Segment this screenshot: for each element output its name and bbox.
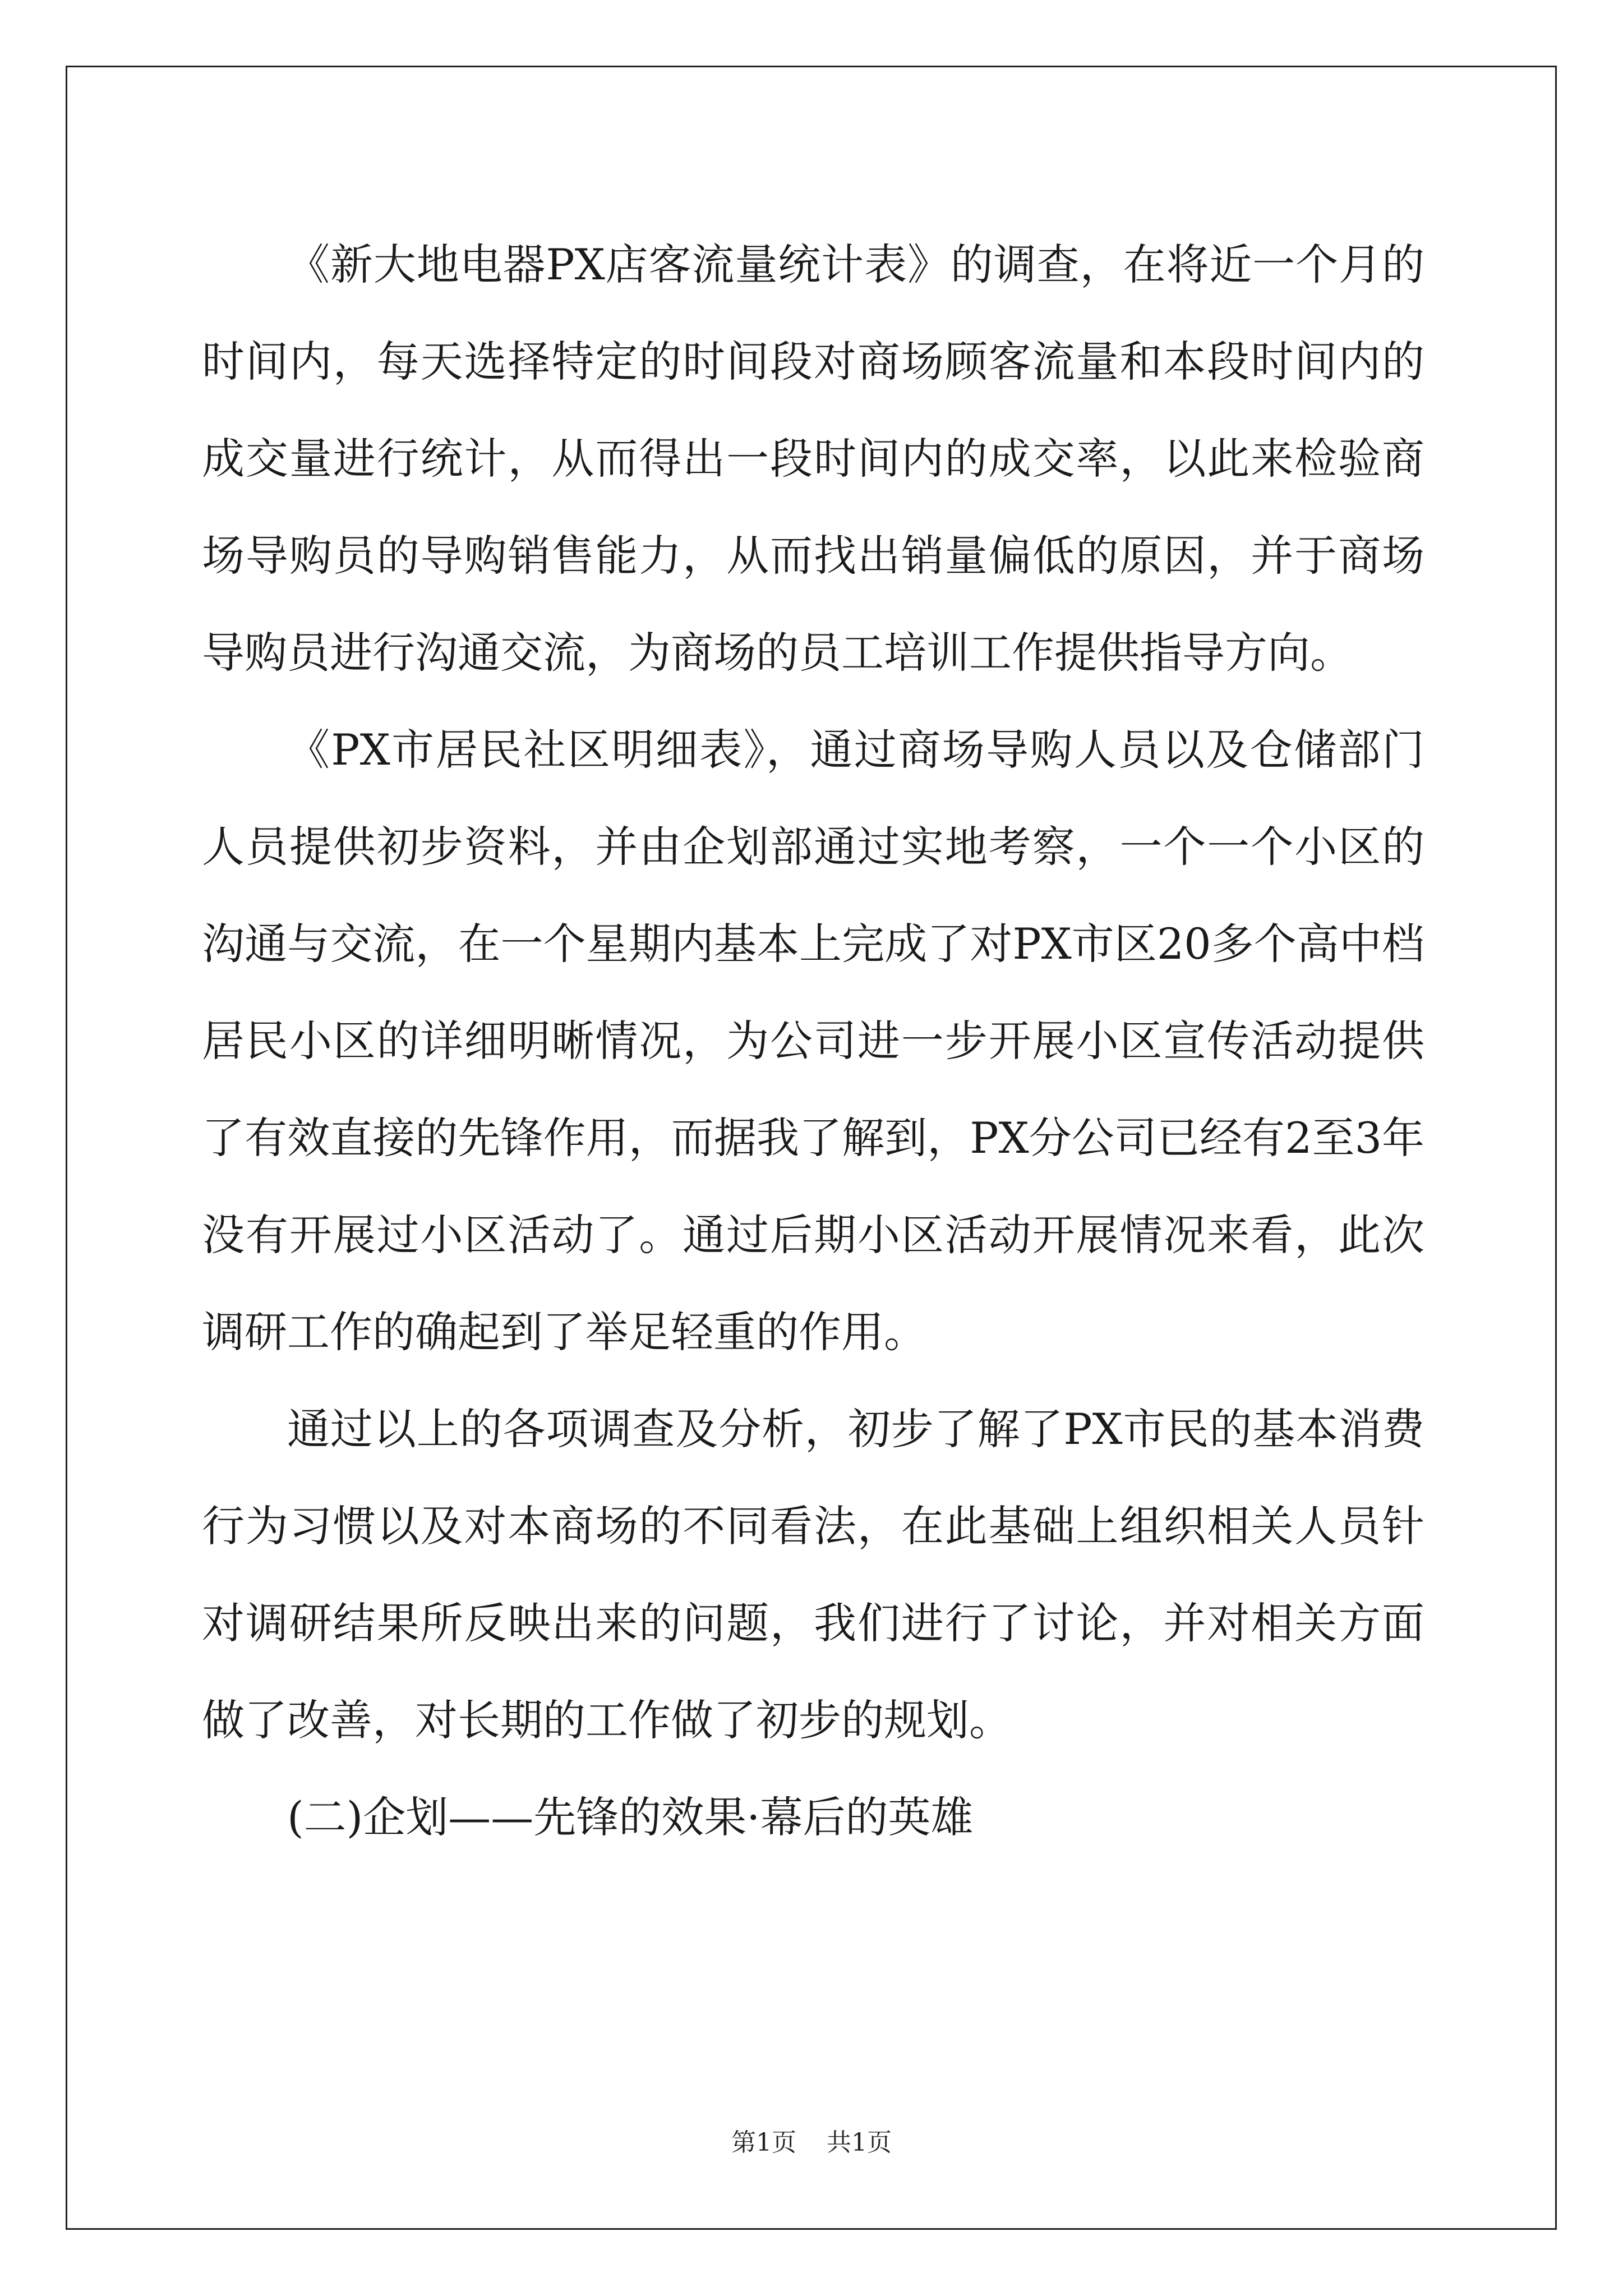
paragraph-customer-flow: 《新大地电器PX店客流量统计表》的调查，在将近一个月的时间内，每天选择特定的时间段对商场顾客流量和本段时间内的成交量进行统计，从而得出一段时间内的成交率，以此来检验商场导购员的导购销售能力，从而找出销量偏低的原因，并于商场导购员进行沟通交流，为商场的员工培训工作提供指导方向。: [202, 240, 1424, 678]
section-heading: (二)企划——先锋的效果·幕后的英雄: [287, 1792, 974, 1842]
page-footer: [0, 2126, 1623, 2160]
page-total: 共1页: [827, 2128, 892, 2157]
document-body: [202, 216, 1424, 1866]
page-number: 第1页: [731, 2128, 796, 2157]
paragraph-summary: 通过以上的各项调查及分析，初步了解了PX市民的基本消费行为习惯以及对本商场的不同看法，在此基础上组织相关人员针对调研结果所反映出来的问题，我们进行了讨论，并对相关方面做了改善，对长期的工作做了初步的规划。: [202, 1404, 1424, 1745]
paragraph-community-list: 《PX市居民社区明细表》，通过商场导购人员以及仓储部门人员提供初步资料，并由企划部通过实地考察，一个一个小区的沟通与交流，在一个星期内基本上完成了对PX市区20多个高中档居民小区的详细明晰情况，为公司进一步开展小区宣传活动提供了有效直接的先锋作用，而据我了解到，PX分公司已经有2至3年没有开展过小区活动了。通过后期小区活动开展情况来看，此次调研工作的确起到了举足轻重的作用。: [202, 725, 1424, 1357]
